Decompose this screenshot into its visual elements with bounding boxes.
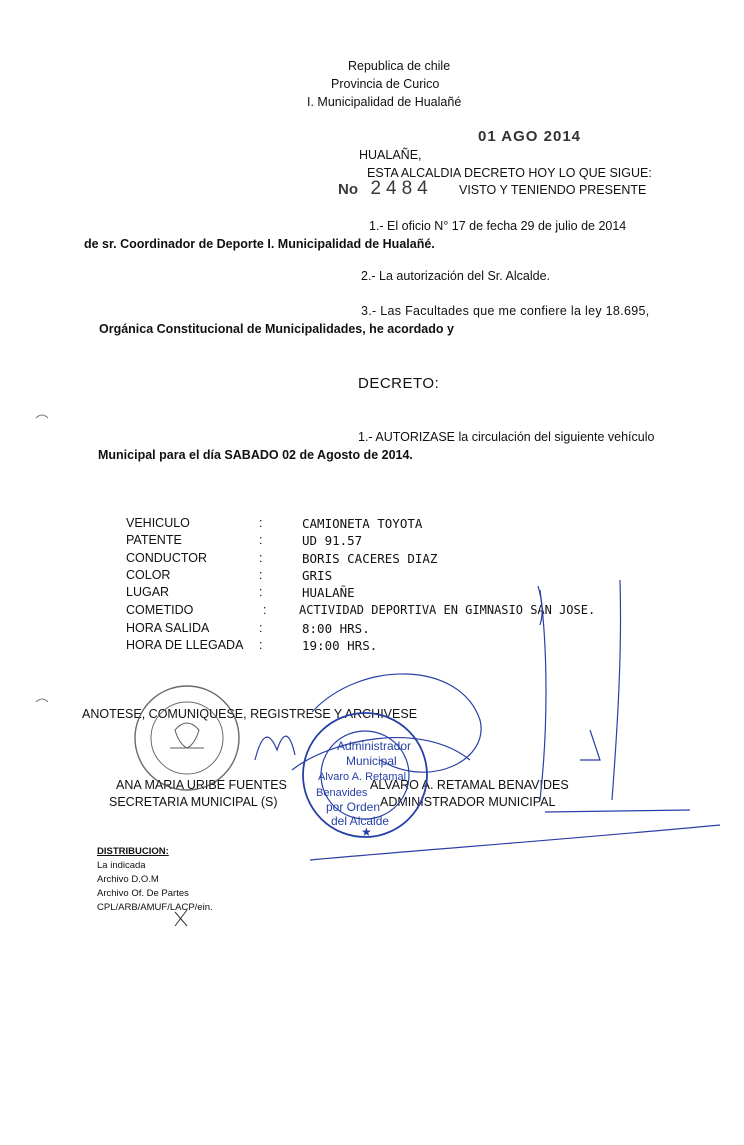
row-sep: : xyxy=(259,516,263,530)
left-seal xyxy=(135,686,239,790)
row-label: HORA DE LLEGADA xyxy=(126,638,244,652)
considerando-3-first: 3.- Las Facultades que me confiere la ley 18.695, xyxy=(361,304,650,318)
row-sep: : xyxy=(259,585,263,599)
closing-line: ANOTESE, COMUNIQUESE, REGISTRESE Y ARCHIVESE xyxy=(82,707,418,721)
svg-text:Administrador: Administrador xyxy=(337,739,412,753)
resolution-first: 1.- AUTORIZASE la circulación del siguiente vehículo xyxy=(358,430,655,444)
signature-right-title: ADMINISTRADOR MUNICIPAL xyxy=(380,795,556,809)
row-label: VEHICULO xyxy=(126,516,190,530)
city-line: HUALAÑE, xyxy=(359,148,422,162)
header-municipalidad: I. Municipalidad de Hualañé xyxy=(307,95,462,109)
considerando-1-first: 1.- El oficio N° 17 de fecha 29 de julio de 2014 xyxy=(369,219,627,233)
row-value: HUALAÑE xyxy=(302,585,355,600)
considerando-3-second: Orgánica Constitucional de Municipalidades, he acordado y xyxy=(99,322,454,336)
svg-text:★: ★ xyxy=(361,825,372,839)
decreto-heading: DECRETO: xyxy=(358,375,440,392)
row-value: UD 91.57 xyxy=(302,533,363,548)
header-republica: Republica de chile xyxy=(348,59,451,73)
row-label: HORA SALIDA xyxy=(126,621,210,635)
svg-text:Alvaro A. Retamal: Alvaro A. Retamal xyxy=(318,771,407,783)
header-provincia: Provincia de Curico xyxy=(331,77,440,91)
svg-text:Benavides: Benavides xyxy=(316,787,368,799)
signature-left-name: ANA MARIA URIBE FUENTES xyxy=(116,778,287,792)
resolution-second: Municipal para el día SABADO 02 de Agosto de 2014. xyxy=(98,448,413,462)
punch-mark xyxy=(36,699,48,702)
row-sep: : xyxy=(259,638,263,652)
svg-text:Municipal: Municipal xyxy=(346,754,397,768)
signature-left-title: SECRETARIA MUNICIPAL (S) xyxy=(109,795,278,809)
row-value: BORIS CACERES DIAZ xyxy=(302,551,438,566)
distribution-heading: DISTRIBUCION: xyxy=(97,846,169,857)
signature-right-name: ALVARO A. RETAMAL BENAVIDES xyxy=(370,778,569,792)
svg-text:del Alcalde: del Alcalde xyxy=(331,814,390,828)
row-label: PATENTE xyxy=(126,533,182,547)
initials-mark xyxy=(175,910,187,926)
row-label: LUGAR xyxy=(126,585,170,599)
distribution-item: Archivo D.O.M xyxy=(97,874,159,885)
distribution-item: Archivo Of. De Partes xyxy=(97,888,189,899)
administrator-stamp xyxy=(303,713,427,839)
visto-line: VISTO Y TENIENDO PRESENTE xyxy=(459,183,647,197)
row-label: COMETIDO xyxy=(126,603,194,617)
row-sep: : xyxy=(259,533,263,547)
row-value: GRIS xyxy=(302,568,333,583)
row-value: CAMIONETA TOYOTA xyxy=(302,516,423,531)
alcaldia-line: ESTA ALCALDIA DECRETO HOY LO QUE SIGUE: xyxy=(367,166,652,180)
row-value: 8:00 HRS. xyxy=(302,621,370,636)
row-sep: : xyxy=(263,603,267,617)
distribution-item: La indicada xyxy=(97,860,146,871)
decree-number: 2484 xyxy=(370,178,433,199)
row-sep: : xyxy=(259,551,263,565)
row-value: 19:00 HRS. xyxy=(302,638,378,653)
distribution-item: CPL/ARB/AMUF/LACP/ein. xyxy=(97,902,213,913)
row-sep: : xyxy=(259,621,263,635)
decree-prefix: No xyxy=(338,181,358,198)
punch-mark xyxy=(36,415,48,418)
considerando-2: 2.- La autorización del Sr. Alcalde. xyxy=(361,269,551,283)
signature-scribbles xyxy=(255,580,720,860)
row-sep: : xyxy=(259,568,263,582)
considerando-1-second: de sr. Coordinador de Deporte I. Municipalidad de Hualañé. xyxy=(84,237,435,251)
date-stamp: 01 AGO 2014 xyxy=(478,128,581,145)
row-label: COLOR xyxy=(126,568,171,582)
row-value: ACTIVIDAD DEPORTIVA EN GIMNASIO SAN JOSE. xyxy=(299,603,596,617)
row-label: CONDUCTOR xyxy=(126,551,208,565)
svg-text:por Orden: por Orden xyxy=(326,800,381,814)
